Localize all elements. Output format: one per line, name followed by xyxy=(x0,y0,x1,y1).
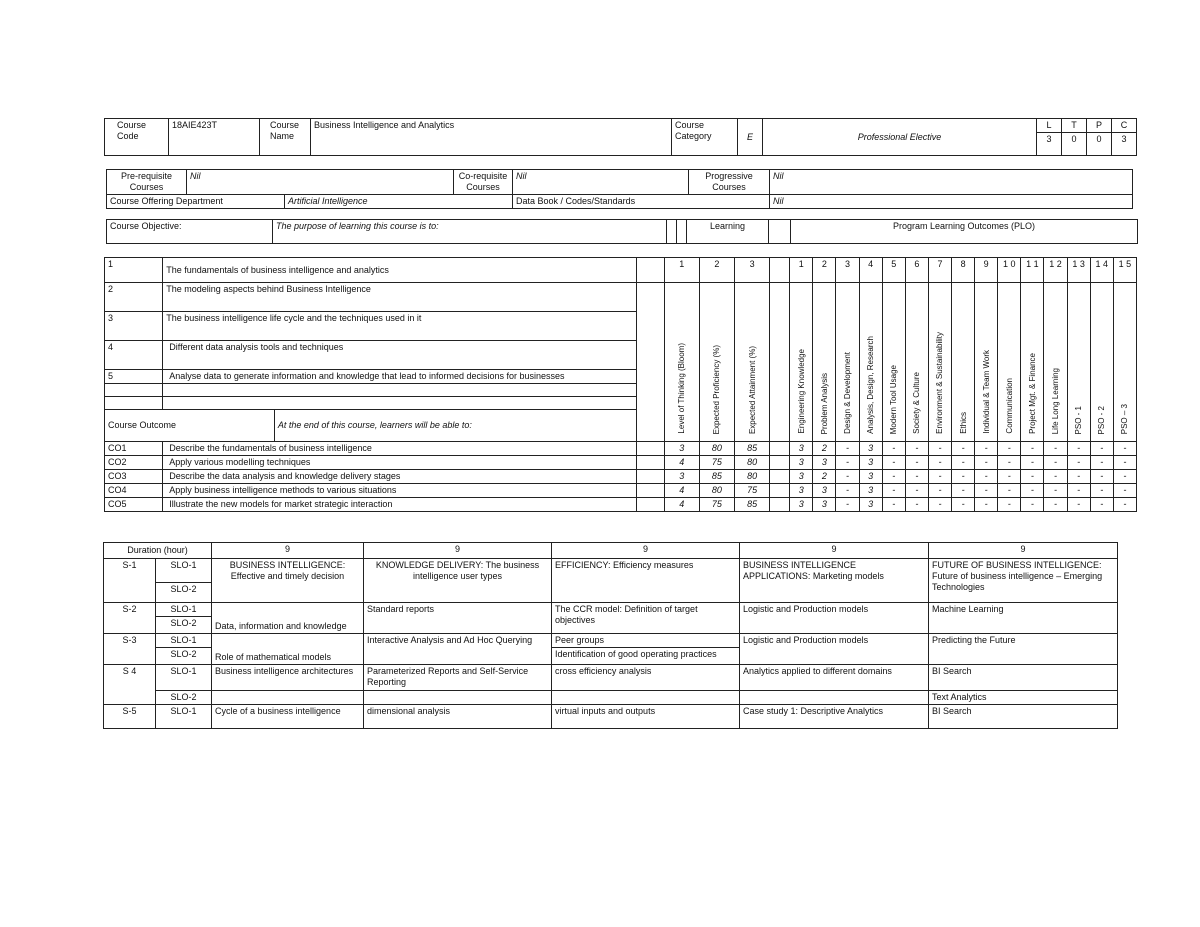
co-spacer xyxy=(636,456,664,470)
slo-label: SLO-2 xyxy=(156,617,212,634)
co-plo-value: - xyxy=(1113,456,1136,470)
prereq-value: Nil xyxy=(187,170,454,195)
co-row xyxy=(105,498,1137,512)
schedule-topic: Standard reports xyxy=(364,603,552,634)
unit-hours: 9 xyxy=(929,543,1118,559)
ltpc-header: C xyxy=(1112,119,1137,133)
schedule-empty xyxy=(740,691,929,705)
co-plo-value: 3 xyxy=(813,456,836,470)
schedule-topic: Peer groups xyxy=(552,634,740,648)
learning-number: 2 xyxy=(699,258,734,283)
co-learning-value: 4 xyxy=(664,498,699,512)
co-learning-value: 3 xyxy=(664,470,699,484)
plo-header: PSO – 3 xyxy=(1113,283,1136,442)
objective-header-table xyxy=(106,219,1138,244)
co-plo-value: - xyxy=(1090,470,1113,484)
ltpc-value: 3 xyxy=(1037,133,1062,156)
co-plo-value: 3 xyxy=(859,484,882,498)
objective-spacer xyxy=(769,220,791,244)
learning-header: Expected Attainment (%) xyxy=(735,283,770,442)
co-plo-value: - xyxy=(928,498,951,512)
session-label: S-5 xyxy=(104,705,156,729)
plo-header: Ethics xyxy=(952,283,975,442)
co-learning-value: 4 xyxy=(664,456,699,470)
plo-number: 1 1 xyxy=(1021,258,1044,283)
co-plo-value: 3 xyxy=(859,470,882,484)
objective-text: Analyse data to generate information and knowledge that lead to informed decisions for businesses xyxy=(163,370,636,384)
ltpc-header: P xyxy=(1087,119,1112,133)
co-plo-value: - xyxy=(975,442,998,456)
slo-label: SLO-2 xyxy=(156,583,212,603)
objective-text: Different data analysis tools and techniques xyxy=(163,341,636,370)
co-plo-value: - xyxy=(1113,470,1136,484)
objective-number: 3 xyxy=(105,312,163,341)
co-row xyxy=(105,470,1137,484)
co-plo-value: - xyxy=(1090,498,1113,512)
co-gap xyxy=(770,498,790,512)
co-plo-value: - xyxy=(952,498,975,512)
co-plo-value: - xyxy=(1044,456,1067,470)
slo-label: SLO-1 xyxy=(156,665,212,691)
schedule-topic: EFFICIENCY: Efficiency measures xyxy=(552,559,740,603)
co-learning-value: 85 xyxy=(735,498,770,512)
objective-header-block xyxy=(106,219,1138,244)
schedule-topic: BI Search xyxy=(929,665,1118,691)
coreq-label: Co-requisite Courses xyxy=(454,170,513,195)
co-plo-value: - xyxy=(1021,442,1044,456)
co-row xyxy=(105,442,1137,456)
plo-header: PSO - 2 xyxy=(1090,283,1113,442)
co-learning-value: 75 xyxy=(699,456,734,470)
ltpc-header: L xyxy=(1037,119,1062,133)
department-value: Artificial Intelligence xyxy=(285,195,513,209)
co-plo-value: - xyxy=(1044,470,1067,484)
co-plo-value: - xyxy=(975,484,998,498)
co-plo-value: - xyxy=(952,484,975,498)
objective-spacer xyxy=(636,258,664,283)
co-plo-value: - xyxy=(1067,484,1090,498)
ltpc-header: T xyxy=(1062,119,1087,133)
co-code: CO1 xyxy=(105,442,163,456)
plo-number: 3 xyxy=(836,258,859,283)
co-row xyxy=(105,456,1137,470)
schedule-empty xyxy=(552,691,740,705)
co-plo-value: - xyxy=(1044,442,1067,456)
learning-number: 3 xyxy=(735,258,770,283)
co-plo-value: - xyxy=(998,498,1021,512)
co-spacer xyxy=(636,442,664,456)
co-learning-value: 80 xyxy=(735,456,770,470)
plo-number: 1 xyxy=(790,258,813,283)
co-plo-value: - xyxy=(882,442,905,456)
schedule-block xyxy=(103,542,1118,729)
co-gap xyxy=(770,470,790,484)
prereq-label: Pre-requisite Courses xyxy=(107,170,187,195)
course-outcome-label: Course Outcome xyxy=(105,410,275,442)
category-name: Professional Elective xyxy=(763,119,1037,156)
slo-label: SLO-1 xyxy=(156,634,212,648)
co-learning-value: 3 xyxy=(664,442,699,456)
plo-number: 7 xyxy=(928,258,951,283)
co-gap xyxy=(770,442,790,456)
unit-hours: 9 xyxy=(740,543,929,559)
course-objective-purpose: The purpose of learning this course is to: xyxy=(273,220,667,244)
objective-number: 2 xyxy=(105,283,163,312)
schedule-topic: Analytics applied to different domains xyxy=(740,665,929,691)
co-plo-value: 3 xyxy=(859,442,882,456)
co-plo-value: - xyxy=(1090,442,1113,456)
co-gap xyxy=(770,456,790,470)
co-plo-value: - xyxy=(975,498,998,512)
co-plo-value: - xyxy=(882,456,905,470)
co-learning-value: 75 xyxy=(699,498,734,512)
plo-header: Project Mgt. & Finance xyxy=(1021,283,1044,442)
schedule-empty xyxy=(364,691,552,705)
objective-number: 1 xyxy=(105,258,163,283)
outcomes-table xyxy=(104,257,1137,442)
schedule-topic: dimensional analysis xyxy=(364,705,552,729)
unit-hours: 9 xyxy=(552,543,740,559)
co-plo-value: - xyxy=(928,470,951,484)
schedule-topic: Text Analytics xyxy=(929,691,1118,705)
co-plo-value: - xyxy=(1113,442,1136,456)
schedule-topic: The CCR model: Definition of target objectives xyxy=(552,603,740,634)
schedule-table xyxy=(103,542,1118,729)
co-plo-value: - xyxy=(1021,456,1044,470)
co-plo-value: - xyxy=(882,498,905,512)
co-plo-value: - xyxy=(975,470,998,484)
objective-spacer xyxy=(667,220,677,244)
schedule-topic: Machine Learning xyxy=(929,603,1118,634)
co-code: CO4 xyxy=(105,484,163,498)
co-code: CO5 xyxy=(105,498,163,512)
schedule-topic: Data, information and knowledge xyxy=(212,603,364,634)
co-plo-value: - xyxy=(1021,484,1044,498)
co-plo-value: - xyxy=(998,456,1021,470)
co-plo-value: 2 xyxy=(813,442,836,456)
learning-plo-gap xyxy=(770,283,790,442)
outcomes-block xyxy=(104,257,1137,512)
co-plo-value: 3 xyxy=(790,498,813,512)
plo-number: 5 xyxy=(882,258,905,283)
unit-hours: 9 xyxy=(364,543,552,559)
learning-number: 1 xyxy=(664,258,699,283)
prerequisite-table xyxy=(106,169,1133,209)
learning-plo-gap xyxy=(770,258,790,283)
co-plo-value: 3 xyxy=(813,484,836,498)
objective-text: The business intelligence life cycle and the techniques used in it xyxy=(163,312,636,341)
co-mapping-table xyxy=(104,441,1137,512)
schedule-topic: Parameterized Reports and Self-Service Reporting xyxy=(364,665,552,691)
co-plo-value: - xyxy=(928,442,951,456)
co-learning-value: 80 xyxy=(735,470,770,484)
co-text: Describe the data analysis and knowledge delivery stages xyxy=(163,470,636,484)
plo-number: 1 0 xyxy=(998,258,1021,283)
co-learning-value: 75 xyxy=(735,484,770,498)
schedule-topic: Case study 1: Descriptive Analytics xyxy=(740,705,929,729)
slo-label: SLO-1 xyxy=(156,559,212,583)
co-plo-value: - xyxy=(905,442,928,456)
learning-header: Level of Thinking (Bloom) xyxy=(664,283,699,442)
slo-label: SLO-1 xyxy=(156,705,212,729)
course-name-label: Course Name xyxy=(260,119,311,156)
schedule-topic: KNOWLEDGE DELIVERY: The business intelligence user types xyxy=(364,559,552,603)
co-learning-value: 80 xyxy=(699,484,734,498)
objective-text: The fundamentals of business intelligence and analytics xyxy=(163,258,636,283)
learning-header: Expected Proficiency (%) xyxy=(699,283,734,442)
plo-number: 1 3 xyxy=(1067,258,1090,283)
co-plo-value: 3 xyxy=(790,484,813,498)
co-plo-value: - xyxy=(905,498,928,512)
course-code-label: Course Code xyxy=(105,119,169,156)
slo-label: SLO-2 xyxy=(156,648,212,665)
schedule-topic: Identification of good operating practices xyxy=(552,648,740,665)
plo-number: 1 2 xyxy=(1044,258,1067,283)
category-code: E xyxy=(738,119,763,156)
co-plo-value: - xyxy=(905,456,928,470)
course-header-table xyxy=(104,118,1137,156)
schedule-topic: Logistic and Production models xyxy=(740,603,929,634)
objective-spacer xyxy=(677,220,687,244)
prerequisite-block xyxy=(106,169,1133,209)
databook-value: Nil xyxy=(770,195,1133,209)
co-learning-value: 4 xyxy=(664,484,699,498)
schedule-topic: BUSINESS INTELLIGENCE APPLICATIONS: Marketing models xyxy=(740,559,929,603)
co-plo-value: - xyxy=(1067,456,1090,470)
co-plo-value: - xyxy=(1113,498,1136,512)
ltpc-value: 0 xyxy=(1062,133,1087,156)
slo-label: SLO-2 xyxy=(156,691,212,705)
plo-number: 1 4 xyxy=(1090,258,1113,283)
plo-header: Individual & Team Work xyxy=(975,283,998,442)
plo-header: Communication xyxy=(998,283,1021,442)
co-plo-value: - xyxy=(1113,484,1136,498)
co-plo-value: - xyxy=(1021,470,1044,484)
schedule-topic: BI Search xyxy=(929,705,1118,729)
databook-label: Data Book / Codes/Standards xyxy=(513,195,770,209)
co-plo-value: 3 xyxy=(859,498,882,512)
co-plo-value: - xyxy=(836,498,859,512)
objective-blank xyxy=(163,384,636,397)
schedule-empty xyxy=(212,691,364,705)
schedule-topic: Cycle of a business intelligence xyxy=(212,705,364,729)
session-label: S-3 xyxy=(104,634,156,665)
schedule-topic: Business intelligence architectures xyxy=(212,665,364,691)
plo-header: Analysis, Design, Research xyxy=(859,283,882,442)
plo-header: Environment & Sustainability xyxy=(928,283,951,442)
schedule-topic: Role of mathematical models xyxy=(212,634,364,665)
schedule-topic: FUTURE OF BUSINESS INTELLIGENCE: Future of business intelligence – Emerging Technologies xyxy=(929,559,1118,603)
co-plo-value: - xyxy=(1090,456,1113,470)
plo-number: 6 xyxy=(905,258,928,283)
objective-blank xyxy=(105,384,163,397)
co-plo-value: - xyxy=(836,484,859,498)
co-plo-value: 3 xyxy=(790,442,813,456)
plo-number: 9 xyxy=(975,258,998,283)
schedule-topic: Interactive Analysis and Ad Hoc Querying xyxy=(364,634,552,665)
progressive-value: Nil xyxy=(770,170,1133,195)
course-objective-label: Course Objective: xyxy=(107,220,273,244)
course-header-block xyxy=(104,118,1137,156)
co-plo-value: - xyxy=(1044,498,1067,512)
plo-header: PSO - 1 xyxy=(1067,283,1090,442)
ltpc-value: 3 xyxy=(1112,133,1137,156)
unit-hours: 9 xyxy=(212,543,364,559)
objective-number: 5 xyxy=(105,370,163,384)
co-plo-value: - xyxy=(882,484,905,498)
duration-label: Duration (hour) xyxy=(104,543,212,559)
schedule-topic: Predicting the Future xyxy=(929,634,1118,665)
coreq-value: Nil xyxy=(513,170,689,195)
session-label: S-2 xyxy=(104,603,156,634)
schedule-topic: BUSINESS INTELLIGENCE: Effective and timely decision xyxy=(212,559,364,603)
co-gap xyxy=(770,484,790,498)
course-code: 18AIE423T xyxy=(169,119,260,156)
plo-header: Problem Analysis xyxy=(813,283,836,442)
co-text: Apply business intelligence methods to various situations xyxy=(163,484,636,498)
schedule-topic: Logistic and Production models xyxy=(740,634,929,665)
co-plo-value: 3 xyxy=(859,456,882,470)
co-plo-value: - xyxy=(975,456,998,470)
slo-label: SLO-1 xyxy=(156,603,212,617)
co-plo-value: - xyxy=(998,470,1021,484)
co-learning-value: 85 xyxy=(699,470,734,484)
co-plo-value: - xyxy=(1067,498,1090,512)
co-plo-value: - xyxy=(952,442,975,456)
co-plo-value: - xyxy=(998,484,1021,498)
co-plo-value: - xyxy=(928,456,951,470)
plo-label: Program Learning Outcomes (PLO) xyxy=(791,220,1138,244)
objective-spacer xyxy=(636,283,664,442)
co-learning-value: 80 xyxy=(699,442,734,456)
plo-number: 4 xyxy=(859,258,882,283)
plo-header: Life Long Learning xyxy=(1044,283,1067,442)
course-outcome-text: At the end of this course, learners will be able to: xyxy=(274,410,636,442)
co-spacer xyxy=(636,484,664,498)
co-learning-value: 85 xyxy=(735,442,770,456)
plo-header: Engineering Knowledge xyxy=(790,283,813,442)
objective-blank xyxy=(163,397,636,410)
session-label: S 4 xyxy=(104,665,156,705)
plo-header: Society & Culture xyxy=(905,283,928,442)
co-plo-value: - xyxy=(1067,470,1090,484)
co-plo-value: 3 xyxy=(813,498,836,512)
co-text: Illustrate the new models for market strategic interaction xyxy=(163,498,636,512)
co-plo-value: - xyxy=(1090,484,1113,498)
session-label: S-1 xyxy=(104,559,156,603)
plo-number: 1 5 xyxy=(1113,258,1136,283)
schedule-topic: cross efficiency analysis xyxy=(552,665,740,691)
co-text: Describe the fundamentals of business intelligence xyxy=(163,442,636,456)
co-plo-value: - xyxy=(928,484,951,498)
learning-label: Learning xyxy=(687,220,769,244)
co-row xyxy=(105,484,1137,498)
co-text: Apply various modelling techniques xyxy=(163,456,636,470)
objective-blank xyxy=(105,397,163,410)
progressive-label: Progressive Courses xyxy=(689,170,770,195)
co-plo-value: 3 xyxy=(790,456,813,470)
co-code: CO3 xyxy=(105,470,163,484)
objective-number: 4 xyxy=(105,341,163,370)
co-spacer xyxy=(636,498,664,512)
co-spacer xyxy=(636,470,664,484)
co-plo-value: - xyxy=(952,470,975,484)
co-plo-value: - xyxy=(882,470,905,484)
co-code: CO2 xyxy=(105,456,163,470)
plo-header: Modern Tool Usage xyxy=(882,283,905,442)
co-plo-value: - xyxy=(998,442,1021,456)
department-label: Course Offering Department xyxy=(107,195,285,209)
schedule-topic: virtual inputs and outputs xyxy=(552,705,740,729)
objective-text: The modeling aspects behind Business Intelligence xyxy=(163,283,636,312)
co-plo-value: - xyxy=(1067,442,1090,456)
co-plo-value: - xyxy=(905,484,928,498)
ltpc-value: 0 xyxy=(1087,133,1112,156)
course-category-label: Course Category xyxy=(672,119,738,156)
co-plo-value: 2 xyxy=(813,470,836,484)
co-plo-value: - xyxy=(836,470,859,484)
course-name: Business Intelligence and Analytics xyxy=(311,119,672,156)
co-plo-value: 3 xyxy=(790,470,813,484)
co-plo-value: - xyxy=(1021,498,1044,512)
co-plo-value: - xyxy=(1044,484,1067,498)
co-plo-value: - xyxy=(836,442,859,456)
plo-number: 8 xyxy=(952,258,975,283)
plo-header: Design & Development xyxy=(836,283,859,442)
co-plo-value: - xyxy=(836,456,859,470)
co-plo-value: - xyxy=(952,456,975,470)
co-plo-value: - xyxy=(905,470,928,484)
plo-number: 2 xyxy=(813,258,836,283)
